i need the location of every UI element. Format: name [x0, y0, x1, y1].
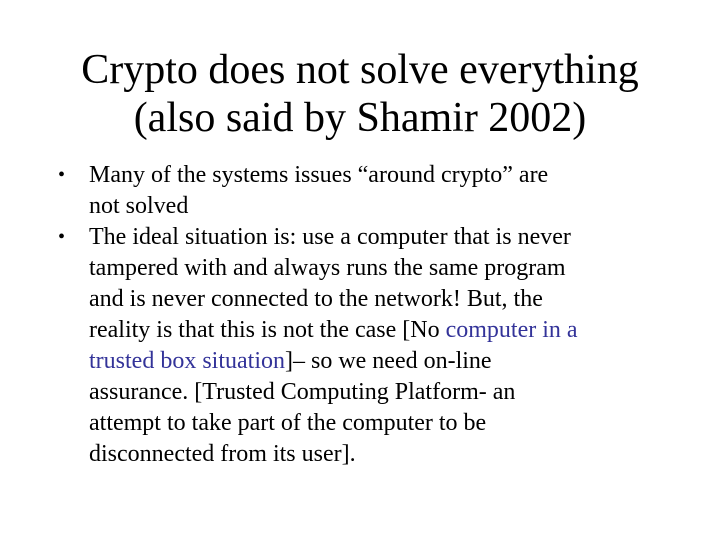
highlighted-phrase: trusted box situation [89, 348, 285, 374]
bullet-text-line: disconnected from its user]. [89, 441, 356, 467]
bullet-text-line: not solved [89, 193, 189, 219]
bullet-text-line: assurance. [Trusted Computing Platform- an [89, 379, 516, 405]
bullet-item-crypto-issues [58, 160, 678, 222]
bullet-text-line: attempt to take part of the computer to be [89, 410, 487, 436]
bullet-text-line [89, 346, 678, 377]
slide-title-line-2: (also said by Shamir 2002) [133, 95, 587, 141]
bullet-dot-icon: • [58, 226, 66, 248]
bullet-dot-icon: • [58, 164, 66, 186]
bullet-text-line: The ideal situation is: use a computer that is never [89, 224, 571, 250]
bullet-text-line: tampered with and always runs the same program [89, 255, 566, 281]
bullet-text-segment: reality is that this is not the case [No [89, 317, 446, 343]
slide-title-line-1: Crypto does not solve everything [81, 47, 639, 93]
bullet-list [58, 160, 678, 470]
bullet-text-line [89, 315, 678, 346]
bullet-item-ideal-situation [58, 222, 678, 470]
bullet-text-line: Many of the systems issues “around crypto” are [89, 162, 549, 188]
bullet-text-segment: ]– so we need on-line [284, 348, 492, 374]
highlighted-phrase: computer in a [445, 317, 578, 343]
slide-title [40, 46, 680, 142]
bullet-text-line: and is never connected to the network! But, the [89, 286, 543, 312]
